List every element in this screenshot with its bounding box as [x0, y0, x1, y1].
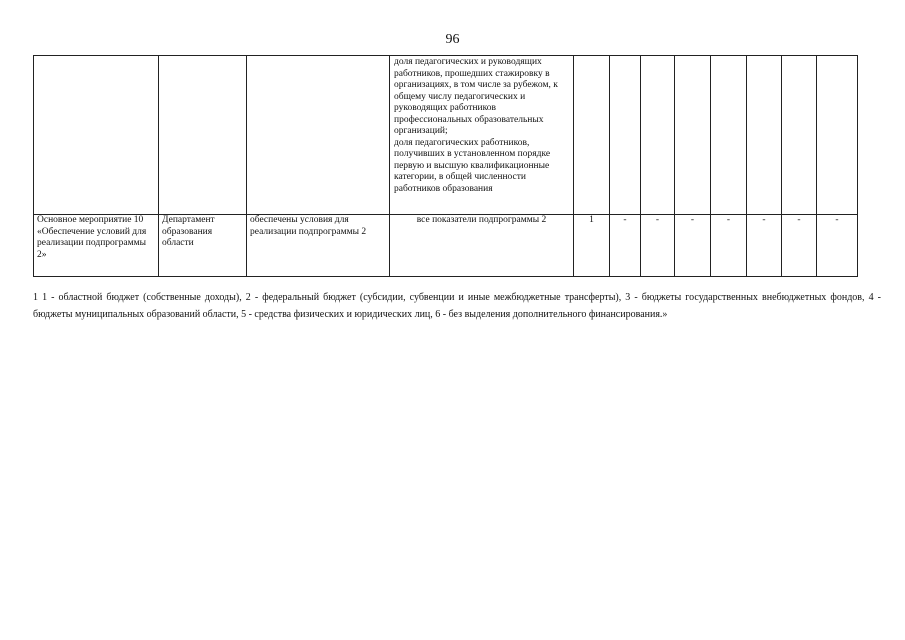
- table-row: [34, 215, 858, 277]
- executor-cell: Департамент образования области: [159, 215, 247, 277]
- funding-source-mark: 1: [574, 215, 610, 277]
- funding-source-mark: -: [817, 215, 858, 277]
- funding-source-mark: -: [711, 215, 747, 277]
- indicators-cell: все показатели подпрограммы 2: [390, 215, 574, 277]
- funding-source-mark: -: [675, 215, 711, 277]
- indicators-cell: доля педагогических и руководящих работников, прошедших стажировку в организациях, в том числе за рубежом, к общему числу педагогических и руководящих работников профессиональных образовательных организаций; доля педагогических работников, получивших в установленном порядке первую и высшую квалификационные категории, в общей численности работников образования: [390, 56, 574, 215]
- mark-cell: [641, 56, 675, 215]
- measure-name-cell: [34, 56, 159, 215]
- mark-cell: [711, 56, 747, 215]
- expected-result-cell: [247, 56, 390, 215]
- mark-cell: [675, 56, 711, 215]
- measures-table: [33, 55, 858, 277]
- page-number: 96: [445, 32, 460, 47]
- expected-result-cell: обеспечены условия для реализации подпрограммы 2: [247, 215, 390, 277]
- funding-sources-footnote: 1 1 - областной бюджет (собственные доходы), 2 - федеральный бюджет (субсидии, субвенции и иные межбюджетные трансферты), 3 - бюджеты государственных внебюджетных фондов, 4 - бюджеты муниципальных образований области, 5 - средства физических и юридических лиц, 6 - без выделения дополнительного финансирования.»: [33, 292, 881, 320]
- mark-cell: [817, 56, 858, 215]
- mark-cell: [747, 56, 782, 215]
- mark-cell: [574, 56, 610, 215]
- executor-cell: [159, 56, 247, 215]
- funding-source-mark: -: [782, 215, 817, 277]
- mark-cell: [610, 56, 641, 215]
- table-row: [34, 56, 858, 215]
- funding-source-mark: -: [610, 215, 641, 277]
- mark-cell: [782, 56, 817, 215]
- measure-name-cell: Основное мероприятие 10 «Обеспечение условий для реализации подпрограммы 2»: [34, 215, 159, 277]
- funding-source-mark: -: [641, 215, 675, 277]
- funding-source-mark: -: [747, 215, 782, 277]
